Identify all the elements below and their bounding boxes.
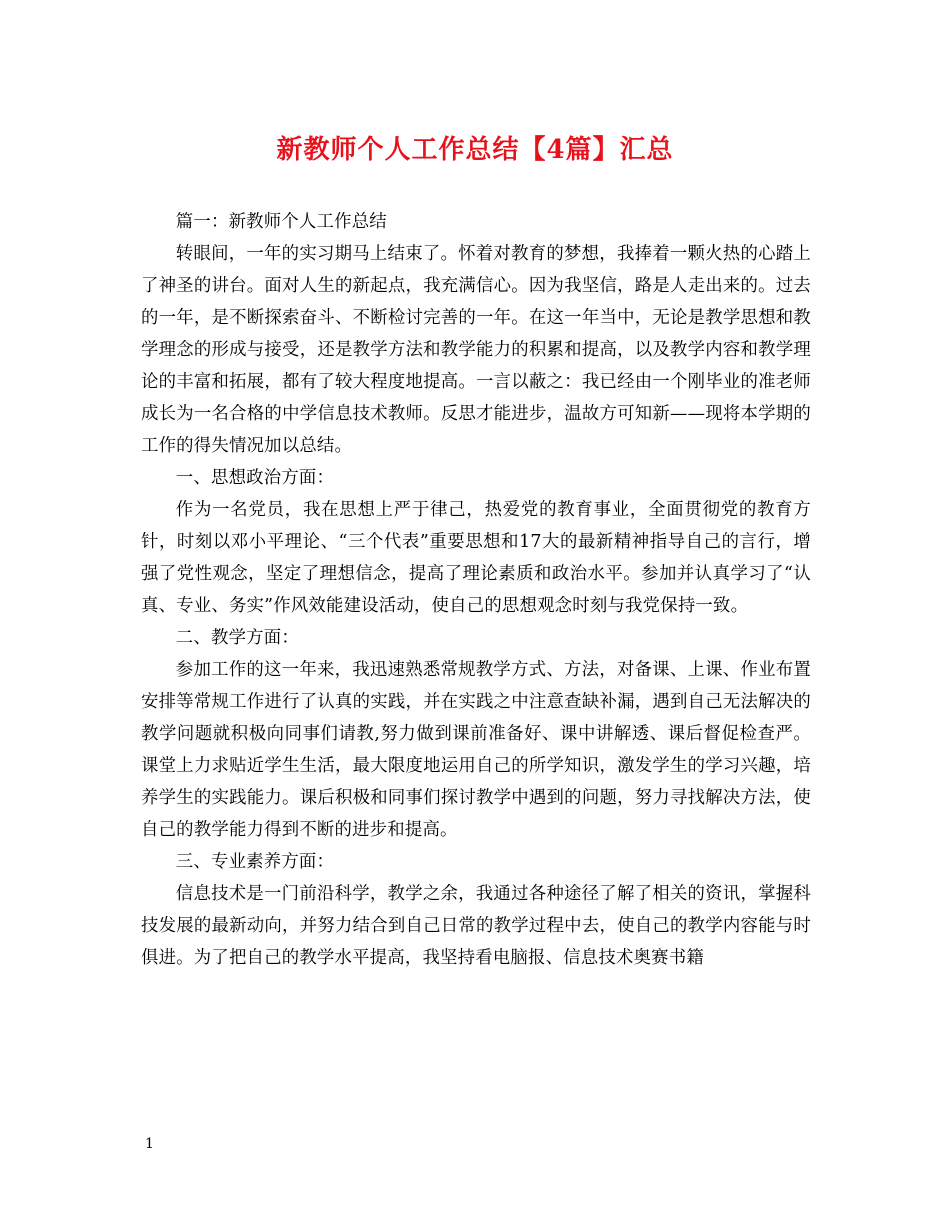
paragraph-professional: 信息技术是一门前沿科学，教学之余，我通过各种途径了解了相关的资讯，掌握科技发展的最新动向，并努力结合到自己日常的教学过程中去，使自己的教学内容能与时俱进。为了把自己的教学水平提高，我坚持看电脑报、信息技术奥赛书籍: [141, 884, 811, 968]
document-body: [141, 206, 811, 974]
paragraph-teaching: 参加工作的这一年来，我迅速熟悉常规教学方式、方法，对备课、上课、作业布置安排等常规工作进行了认真的实践，并在实践之中注意查缺补漏，遇到自己无法解决的教学问题就积极向同事们请教,努力做到课前准备好、课中讲解透、课后督促检查严。课堂上力求贴近学生生活，最大限度地运用自己的所学知识，激发学生的学习兴趣，培养学生的实践能力。课后积极和同事们探讨教学中遇到的问题，努力寻找解决方法，使自己的教学能力得到不断的进步和提高。: [141, 660, 811, 840]
section-heading-part-one: 篇一：新教师个人工作总结: [175, 212, 387, 232]
document-title: 新教师个人工作总结【4篇】汇总: [276, 135, 674, 165]
section-heading-ideology: 一、思想政治方面：: [175, 468, 335, 488]
paragraph-intro: 转眼间，一年的实习期马上结束了。怀着对教育的梦想，我捧着一颗火热的心踏上了神圣的讲台。面对人生的新起点，我充满信心。因为我坚信，路是人走出来的。过去的一年，是不断探索奋斗、不断检讨完善的一年。在这一年当中，无论是教学思想和教学理念的形成与接受，还是教学方法和教学能力的积累和提高，以及教学内容和教学理论的丰富和拓展，都有了较大程度地提高。一言以蔽之：我已经由一个刚毕业的准老师成长为一名合格的中学信息技术教师。反思才能进步，温故方可知新——现将本学期的工作的得失情况加以总结。: [141, 244, 811, 456]
section-heading-teaching: 二、教学方面：: [175, 628, 299, 648]
section-heading-professional: 三、专业素养方面：: [175, 852, 335, 872]
page-number: 1: [145, 1136, 154, 1152]
paragraph-ideology: 作为一名党员，我在思想上严于律己，热爱党的教育事业，全面贯彻党的教育方针，时刻以邓小平理论、“三个代表”重要思想和17大的最新精神指导自己的言行，增强了党性观念，坚定了理想信念，提高了理论素质和政治水平。参加并认真学习了“认真、专业、务实”作风效能建设活动，使自己的思想观念时刻与我党保持一致。: [141, 500, 811, 616]
